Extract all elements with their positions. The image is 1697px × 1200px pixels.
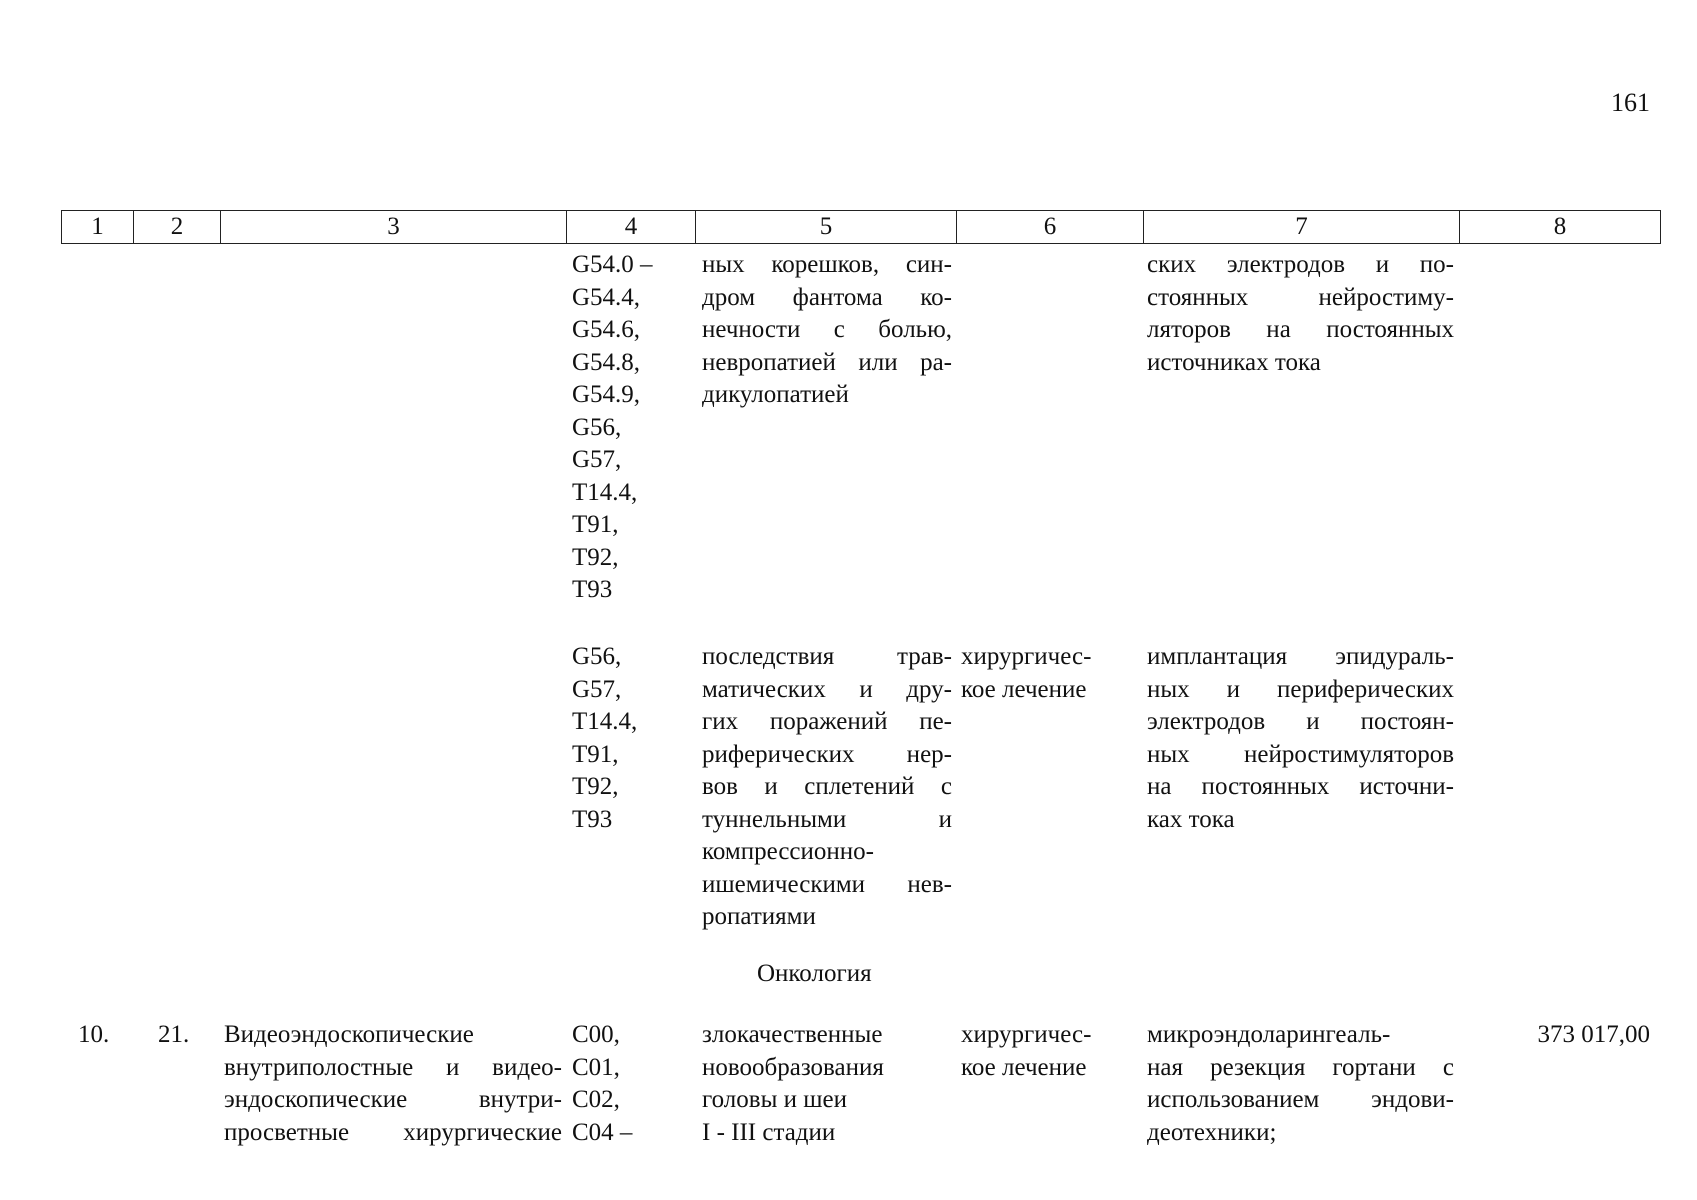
code-line: C02, <box>572 1086 620 1113</box>
block2-diagnosis <box>702 641 952 934</box>
code-line: C04 – <box>572 1118 633 1146</box>
diagnosis-line: гих поражений пе- <box>702 708 952 735</box>
code-line: G54.9, <box>572 381 641 408</box>
diagnosis-line: матических и дру- <box>702 675 952 703</box>
code-line: C01, <box>572 1053 620 1081</box>
method-line: ских электродов и по- <box>1147 251 1454 278</box>
code-line: T92, <box>572 543 619 571</box>
block2-codes <box>572 641 692 836</box>
diagnosis-line: ропатиями <box>702 903 816 930</box>
header-col-5: 5 <box>696 211 957 243</box>
method-line: ках тока <box>1147 805 1235 833</box>
diagnosis-line: вов и сплетений с <box>702 773 952 800</box>
code-line: T93 <box>572 805 613 833</box>
method-line: деотехники; <box>1147 1118 1277 1146</box>
method-line: ляторов на постоянных <box>1147 316 1454 343</box>
code-line: C00, <box>572 1021 620 1048</box>
method-line: источниках тока <box>1147 348 1321 376</box>
diagnosis-line: ишемическими нев- <box>702 870 952 898</box>
code-line: T93 <box>572 576 613 603</box>
diagnosis-line: новообразования <box>702 1053 884 1081</box>
header-col-2: 2 <box>134 211 221 243</box>
code-line: G56, <box>572 413 622 441</box>
treatment-line: кое лечение <box>961 675 1087 703</box>
block2-treatment <box>961 641 1141 706</box>
row10-codes <box>572 1019 692 1149</box>
diagnosis-line: последствия трав- <box>702 643 952 670</box>
header-col-7: 7 <box>1144 211 1460 243</box>
method-line: ных нейростимуляторов <box>1147 740 1454 768</box>
section-title: Онкология <box>757 960 872 987</box>
code-line: G56, <box>572 643 622 670</box>
diagnosis-line: I - III стадии <box>702 1118 836 1146</box>
header-col-3: 3 <box>221 211 567 243</box>
header-col-1: 1 <box>62 211 134 243</box>
diagnosis-line: дром фантома ко- <box>702 283 952 311</box>
diagnosis-line: риферических нер- <box>702 740 952 768</box>
row10-name <box>224 1019 562 1149</box>
code-line: T14.4, <box>572 708 638 735</box>
row-subnumber: 21. <box>158 1021 190 1048</box>
code-line: G54.0 – <box>572 251 653 278</box>
block1-codes <box>572 249 692 607</box>
treatment-line: хирургичес- <box>961 1021 1092 1048</box>
row-number: 10. <box>78 1021 110 1048</box>
name-line: Видеоэндоскопические <box>224 1021 474 1048</box>
code-line: G54.6, <box>572 316 641 343</box>
block1-diagnosis <box>702 249 952 412</box>
method-line: ная резекция гортани с <box>1147 1053 1454 1081</box>
code-line: T91, <box>572 740 619 768</box>
method-line: использованием эндови- <box>1147 1086 1454 1113</box>
name-line: внутриполостные и видео- <box>224 1053 562 1081</box>
name-line: эндоскопические внутри- <box>224 1086 562 1113</box>
diagnosis-line: нечности с болью, <box>702 316 952 343</box>
diagnosis-line: злокачественные <box>702 1021 883 1048</box>
diagnosis-line: компрессионно- <box>702 838 874 865</box>
row10-diagnosis <box>702 1019 952 1149</box>
block2-method <box>1147 641 1454 836</box>
treatment-line: хирургичес- <box>961 643 1092 670</box>
code-line: G57, <box>572 446 622 473</box>
treatment-line: кое лечение <box>961 1053 1087 1081</box>
diagnosis-line: дикулопатией <box>702 381 849 408</box>
code-line: T14.4, <box>572 478 638 506</box>
header-col-4: 4 <box>567 211 696 243</box>
code-line: T91, <box>572 511 619 538</box>
method-line: имплантация эпидураль- <box>1147 643 1454 670</box>
table-header-row <box>61 210 1661 244</box>
code-line: G57, <box>572 675 622 703</box>
page-number: 161 <box>1611 88 1650 117</box>
diagnosis-line: туннельными и <box>702 805 952 833</box>
method-line: микроэндоларингеаль- <box>1147 1021 1391 1048</box>
row10-cost: 373 017,00 <box>1537 1021 1650 1048</box>
diagnosis-line: невропатией или ра- <box>702 348 952 376</box>
row10-treatment <box>961 1019 1141 1084</box>
code-line: G54.4, <box>572 283 641 311</box>
method-line: ных и периферических <box>1147 675 1454 703</box>
diagnosis-line: ных корешков, син- <box>702 251 952 278</box>
header-col-8: 8 <box>1553 213 1567 240</box>
name-line: просветные хирургические <box>224 1118 562 1146</box>
code-line: T92, <box>572 773 619 800</box>
method-line: электродов и постоян- <box>1147 708 1454 735</box>
row10-method <box>1147 1019 1454 1149</box>
code-line: G54.8, <box>572 348 641 376</box>
block1-method <box>1147 249 1454 379</box>
diagnosis-line: головы и шеи <box>702 1086 847 1113</box>
method-line: стоянных нейростиму- <box>1147 283 1454 311</box>
header-col-6: 6 <box>957 211 1144 243</box>
method-line: на постоянных источни- <box>1147 773 1454 800</box>
